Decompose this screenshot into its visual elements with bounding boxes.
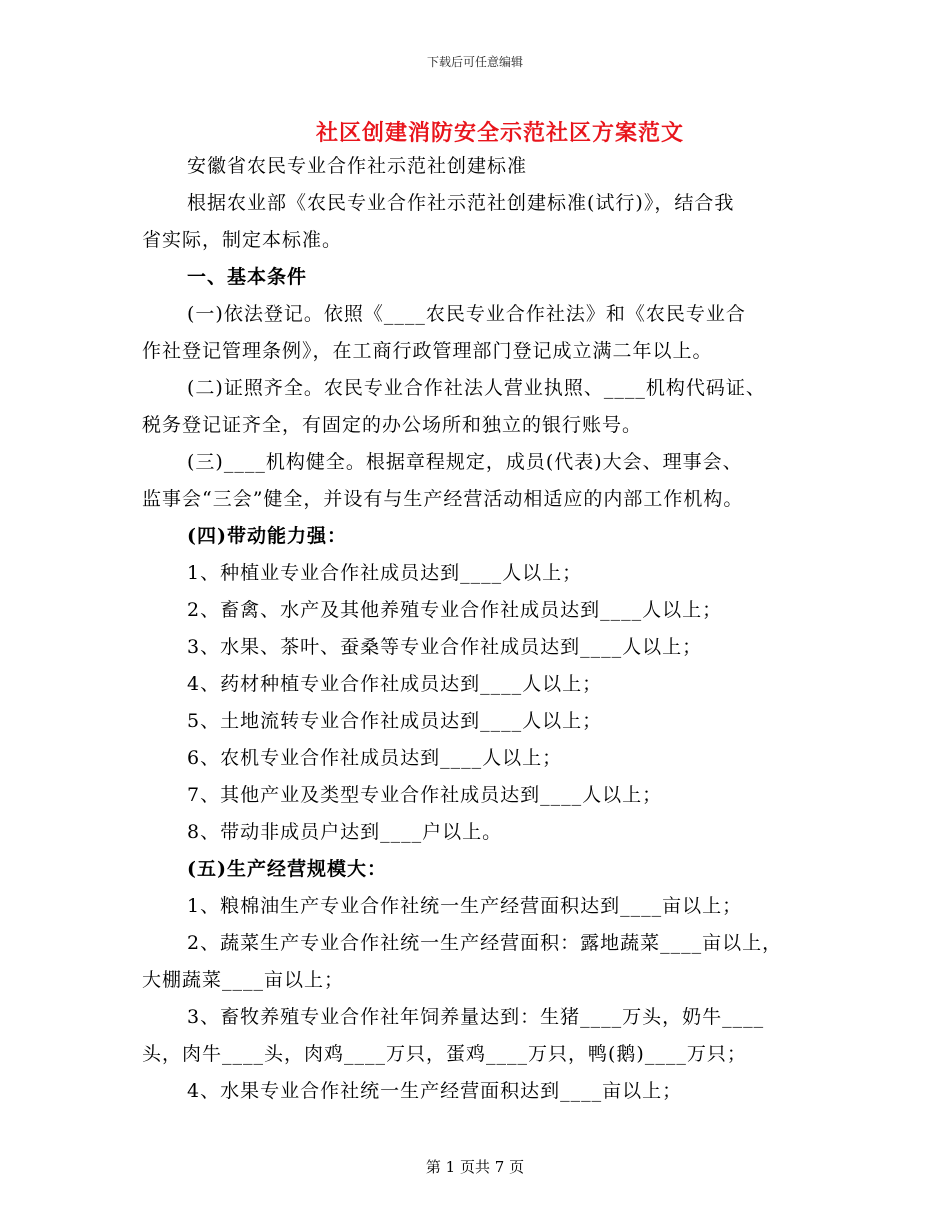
paragraph-line: 4、水果专业合作社统一生产经营面积达到____亩以上； (187, 1080, 683, 1102)
paragraph-line: 4、药材种植专业合作社成员达到____人以上； (187, 673, 603, 695)
paragraph-line: (一)依法登记。依照《____农民专业合作社法》和《农民专业合 (187, 303, 746, 325)
paragraph-line: 1、粮棉油生产专业合作社统一生产经营面积达到____亩以上； (187, 895, 743, 917)
paragraph-line: 6、农机专业合作社成员达到____人以上； (187, 747, 563, 769)
section-heading: (四)带动能力强： (187, 525, 347, 547)
paragraph-line: 头，肉牛____头，肉鸡____万只，蛋鸡____万只，鸭(鹅)____万只； (142, 1043, 747, 1065)
paragraph-line: 8、带动非成员户达到____户以上。 (187, 821, 503, 843)
paragraph-line: 根据农业部《农民专业合作社示范社创建标准(试行)》，结合我 (187, 192, 735, 214)
paragraph-line: 2、畜禽、水产及其他养殖专业合作社成员达到____人以上； (187, 599, 723, 621)
paragraph-line: 安徽省农民专业合作社示范社创建标准 (187, 155, 528, 177)
paragraph-line: (二)证照齐全。农民专业合作社法人营业执照、____机构代码证、 (187, 377, 766, 399)
section-heading: (五)生产经营规模大： (187, 858, 387, 880)
paragraph-line: 作社登记管理条例》，在工商行政管理部门登记成立满二年以上。 (142, 340, 713, 362)
document-body (142, 148, 822, 1110)
paragraph-line: 税务登记证齐全，有固定的办公场所和独立的银行账号。 (142, 414, 643, 436)
page-footer: 第 1 页共 7 页 (425, 1158, 525, 1176)
paragraph-line: 5、土地流转专业合作社成员达到____人以上； (187, 710, 603, 732)
header-note: 下载后可任意编辑 (426, 55, 523, 69)
paragraph-line: 2、蔬菜生产专业合作社统一生产经营面积：露地蔬菜____亩以上， (187, 932, 783, 954)
section-heading: 一、基本条件 (187, 266, 308, 288)
paragraph-line: 7、其他产业及类型专业合作社成员达到____人以上； (187, 784, 663, 806)
paragraph-line: 监事会“三会”健全，并设有与生产经营活动相适应的内部工作机构。 (142, 488, 744, 510)
paragraph-line: (三)____机构健全。根据章程规定，成员(代表)大会、理事会、 (187, 451, 743, 473)
paragraph-line: 3、畜牧养殖专业合作社年饲养量达到：生猪____万头，奶牛____ (187, 1006, 765, 1028)
paragraph-line: 1、种植业专业合作社成员达到____人以上； (187, 562, 583, 584)
paragraph-line: 3、水果、茶叶、蚕桑等专业合作社成员达到____人以上； (187, 636, 703, 658)
paragraph-line: 省实际，制定本标准。 (142, 229, 343, 251)
document-title: 社区创建消防安全示范社区方案范文 (315, 120, 684, 146)
paragraph-line: 大棚蔬菜____亩以上； (142, 969, 345, 991)
